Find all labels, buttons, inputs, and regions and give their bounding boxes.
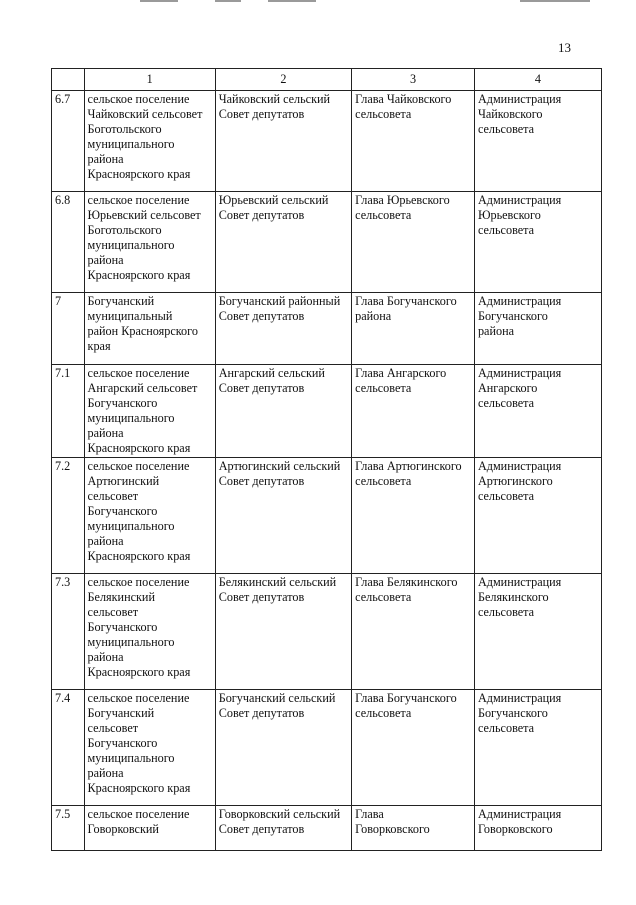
scan-edge-mark	[215, 0, 241, 2]
head-cell: Глава Чайковского сельсовета	[352, 91, 475, 192]
representative-body-cell: Богучанский районный Совет депутатов	[215, 293, 351, 365]
administration-cell: Администрация Богучанского района	[474, 293, 601, 365]
row-number-cell: 6.7	[52, 91, 85, 192]
representative-body-cell: Чайковский сельский Совет депутатов	[215, 91, 351, 192]
page-number: 13	[558, 40, 571, 55]
representative-body-cell: Ангарский сельский Совет депутатов	[215, 365, 351, 458]
table-row	[52, 365, 602, 458]
header-cell-3: 3	[352, 69, 475, 91]
representative-body-cell: Богучанский сельский Совет депутатов	[215, 690, 351, 806]
row-number-cell: 7.1	[52, 365, 85, 458]
row-number-cell: 7.2	[52, 458, 85, 574]
head-cell: Глава Юрьевского сельсовета	[352, 192, 475, 293]
header-cell-2: 2	[215, 69, 351, 91]
municipality-cell: сельское поселение Артюгинский сельсовет Богучанского муниципального района Красноярского края	[84, 458, 215, 574]
table-row	[52, 458, 602, 574]
administration-cell: Администрация Чайковского сельсовета	[474, 91, 601, 192]
row-number-cell: 7.3	[52, 574, 85, 690]
municipality-cell: сельское поселение Юрьевский сельсовет Боготольского муниципального района Красноярского края	[84, 192, 215, 293]
head-cell: Глава Белякинского сельсовета	[352, 574, 475, 690]
municipality-cell: сельское поселение Говорковский	[84, 806, 215, 851]
administration-cell: Администрация Ангарского сельсовета	[474, 365, 601, 458]
head-cell: Глава Богучанского района	[352, 293, 475, 365]
table-body	[52, 69, 602, 851]
municipality-cell: сельское поселение Богучанский сельсовет Богучанского муниципального района Красноярского края	[84, 690, 215, 806]
table-row	[52, 192, 602, 293]
row-number-cell: 7.5	[52, 806, 85, 851]
representative-body-cell: Юрьевский сельский Совет депутатов	[215, 192, 351, 293]
municipality-cell: сельское поселение Белякинский сельсовет Богучанского муниципального района Красноярского края	[84, 574, 215, 690]
administration-cell: Администрация Богучанского сельсовета	[474, 690, 601, 806]
municipality-cell: Богучанский муниципальный район Красноярского края	[84, 293, 215, 365]
table-row	[52, 91, 602, 192]
registry-table	[51, 68, 602, 851]
representative-body-cell: Говорковский сельский Совет депутатов	[215, 806, 351, 851]
row-number-cell: 6.8	[52, 192, 85, 293]
scan-edge-mark	[268, 0, 316, 2]
table-row	[52, 293, 602, 365]
head-cell: Глава Говорковского	[352, 806, 475, 851]
header-cell-1: 1	[84, 69, 215, 91]
table-row	[52, 574, 602, 690]
scan-edge-mark	[520, 0, 590, 2]
administration-cell: Администрация Юрьевского сельсовета	[474, 192, 601, 293]
table-row	[52, 690, 602, 806]
administration-cell: Администрация Говорковского	[474, 806, 601, 851]
row-number-cell: 7.4	[52, 690, 85, 806]
representative-body-cell: Артюгинский сельский Совет депутатов	[215, 458, 351, 574]
representative-body-cell: Белякинский сельский Совет депутатов	[215, 574, 351, 690]
administration-cell: Администрация Артюгинского сельсовета	[474, 458, 601, 574]
head-cell: Глава Артюгинского сельсовета	[352, 458, 475, 574]
header-row	[52, 69, 602, 91]
header-cell-4: 4	[474, 69, 601, 91]
head-cell: Глава Ангарского сельсовета	[352, 365, 475, 458]
municipality-cell: сельское поселение Чайковский сельсовет Боготольского муниципального района Красноярского края	[84, 91, 215, 192]
scan-edge-mark	[140, 0, 178, 2]
table-row	[52, 806, 602, 851]
head-cell: Глава Богучанского сельсовета	[352, 690, 475, 806]
row-number-cell: 7	[52, 293, 85, 365]
municipality-cell: сельское поселение Ангарский сельсовет Богучанского муниципального района Красноярского края	[84, 365, 215, 458]
header-cell-number	[52, 69, 85, 91]
administration-cell: Администрация Белякинского сельсовета	[474, 574, 601, 690]
